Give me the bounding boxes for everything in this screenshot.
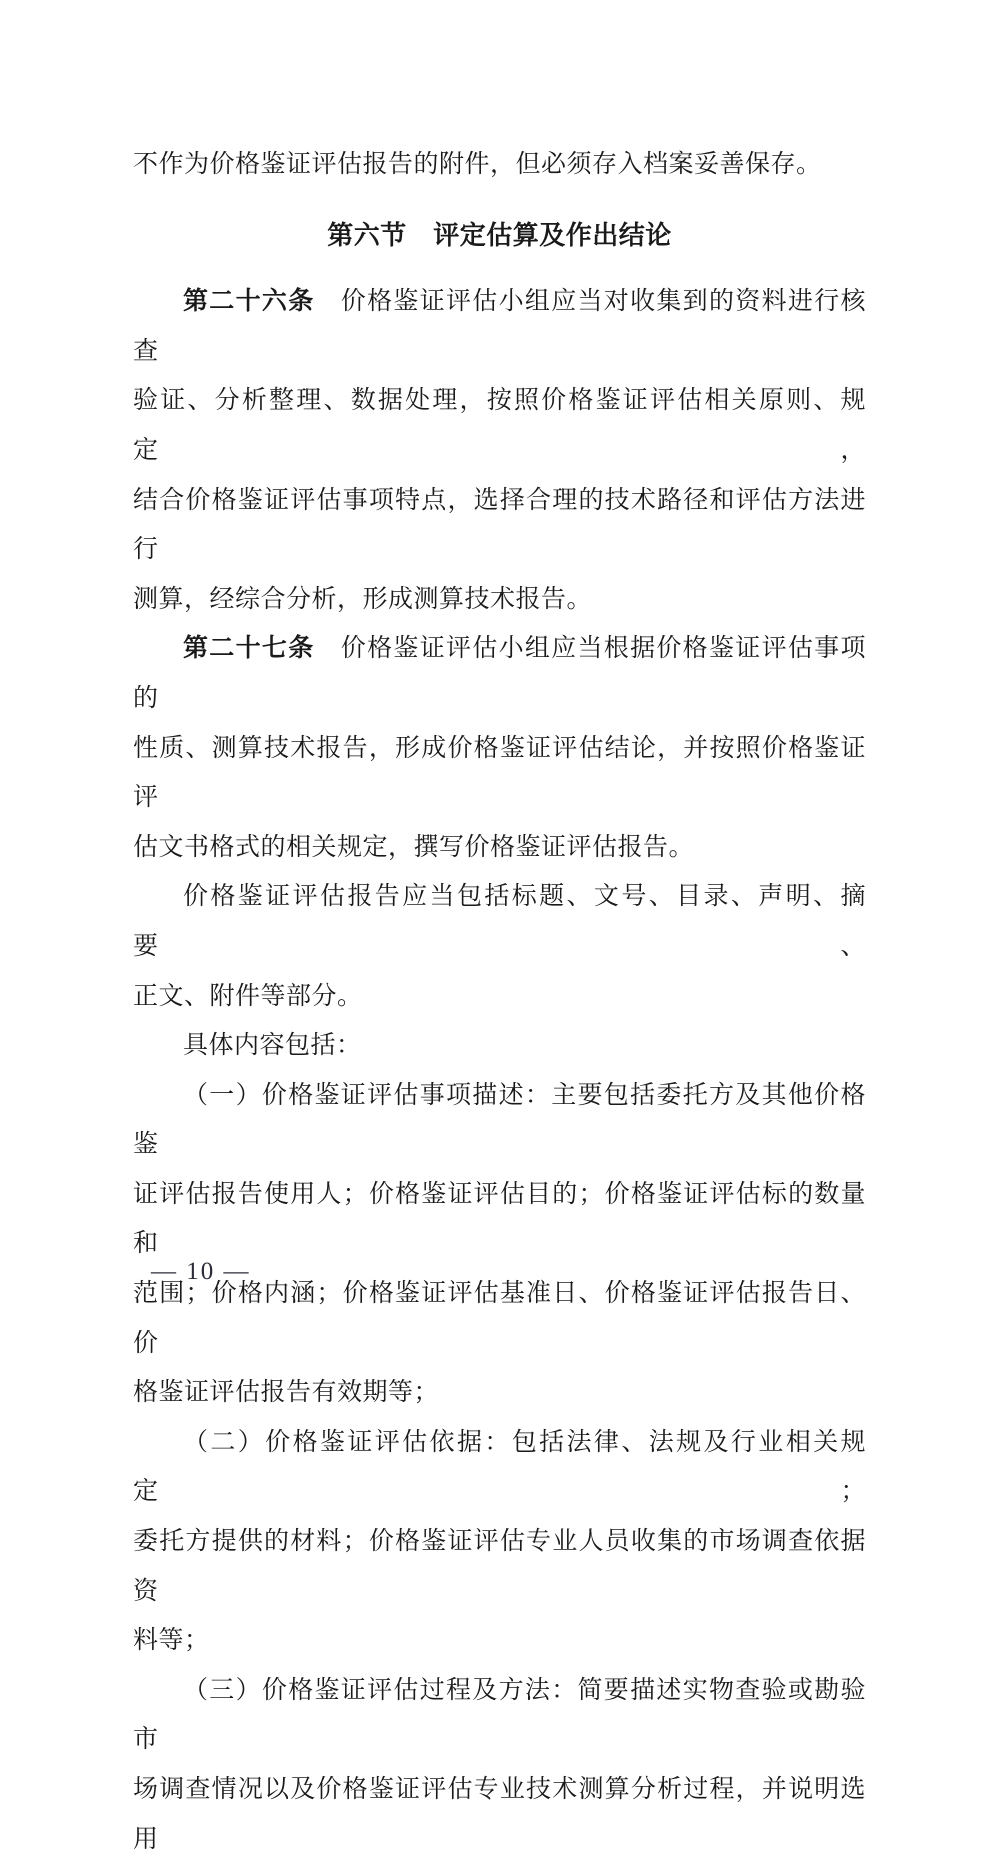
body-text: 料等； bbox=[133, 1627, 210, 1655]
body-text: 测算，经综合分析，形成测算技术报告。 bbox=[133, 585, 593, 613]
text-line bbox=[133, 624, 866, 723]
text-line bbox=[133, 1517, 866, 1616]
text-line bbox=[133, 140, 866, 190]
article-number-bold-text: 第六节 评定估算及作出结论 bbox=[327, 220, 672, 250]
page-footer bbox=[151, 1258, 251, 1286]
body-text: 证评估报告使用人；价格鉴证评估目的；价格鉴证评估标的数量和 bbox=[133, 1180, 866, 1258]
body-text: 具体内容包括： bbox=[183, 1032, 362, 1060]
text-line bbox=[133, 1666, 866, 1765]
document-content bbox=[133, 140, 866, 1864]
text-line bbox=[133, 575, 866, 625]
section-heading bbox=[133, 211, 866, 261]
body-text: 正文、附件等部分。 bbox=[133, 982, 363, 1010]
text-line bbox=[133, 1021, 866, 1071]
text-line bbox=[133, 1368, 866, 1418]
body-text: 价格鉴证评估报告应当包括标题、文号、目录、声明、摘要、 bbox=[133, 883, 866, 960]
body-text: 价格鉴证评估小组应当对收集到的资料进行核查 bbox=[133, 288, 866, 365]
text-line bbox=[133, 1616, 866, 1666]
text-line bbox=[133, 1418, 866, 1517]
page-number: — 10 — bbox=[151, 1258, 251, 1285]
article-number-bold-text: 第二十六条 bbox=[183, 288, 315, 316]
body-text: 不作为价格鉴证评估报告的附件，但必须存入档案妥善保存。 bbox=[133, 151, 822, 178]
body-text: 委托方提供的材料；价格鉴证评估专业人员收集的市场调查依据资 bbox=[133, 1528, 866, 1605]
body-text: （一）价格鉴证评估事项描述：主要包括委托方及其他价格鉴 bbox=[133, 1081, 866, 1159]
body-text: 格鉴证评估报告有效期等； bbox=[133, 1379, 440, 1407]
body-text: （三）价格鉴证评估过程及方法：简要描述实物查验或勘验市 bbox=[133, 1676, 866, 1754]
body-text: 验证、分析整理、数据处理，按照价格鉴证评估相关原则、规定， bbox=[133, 387, 866, 464]
body-text: 估文书格式的相关规定，撰写价格鉴证评估报告。 bbox=[133, 833, 695, 861]
text-line bbox=[133, 476, 866, 575]
body-text: 价格鉴证评估小组应当根据价格鉴证评估事项的 bbox=[133, 635, 866, 712]
text-line bbox=[133, 1170, 866, 1269]
body-text: 场调查情况以及价格鉴证评估专业技术测算分析过程，并说明选用 bbox=[133, 1776, 866, 1853]
body-text: 性质、测算技术报告，形成价格鉴证评估结论，并按照价格鉴证评 bbox=[133, 734, 866, 812]
article-number-bold-text: 第二十七条 bbox=[183, 635, 315, 663]
body-text: 结合价格鉴证评估事项特点，选择合理的技术路径和评估方法进行 bbox=[133, 486, 866, 564]
text-line bbox=[133, 376, 866, 475]
text-line bbox=[133, 724, 866, 823]
text-line bbox=[133, 872, 866, 971]
body-text: （二）价格鉴证评估依据：包括法律、法规及行业相关规定； bbox=[133, 1428, 866, 1506]
text-line bbox=[133, 277, 866, 376]
text-line bbox=[133, 1765, 866, 1864]
text-line bbox=[133, 1071, 866, 1170]
body-text: 范围；价格内涵；价格鉴证评估基准日、价格鉴证评估报告日、价 bbox=[133, 1280, 866, 1357]
text-line bbox=[133, 823, 866, 873]
text-line bbox=[133, 972, 866, 1022]
